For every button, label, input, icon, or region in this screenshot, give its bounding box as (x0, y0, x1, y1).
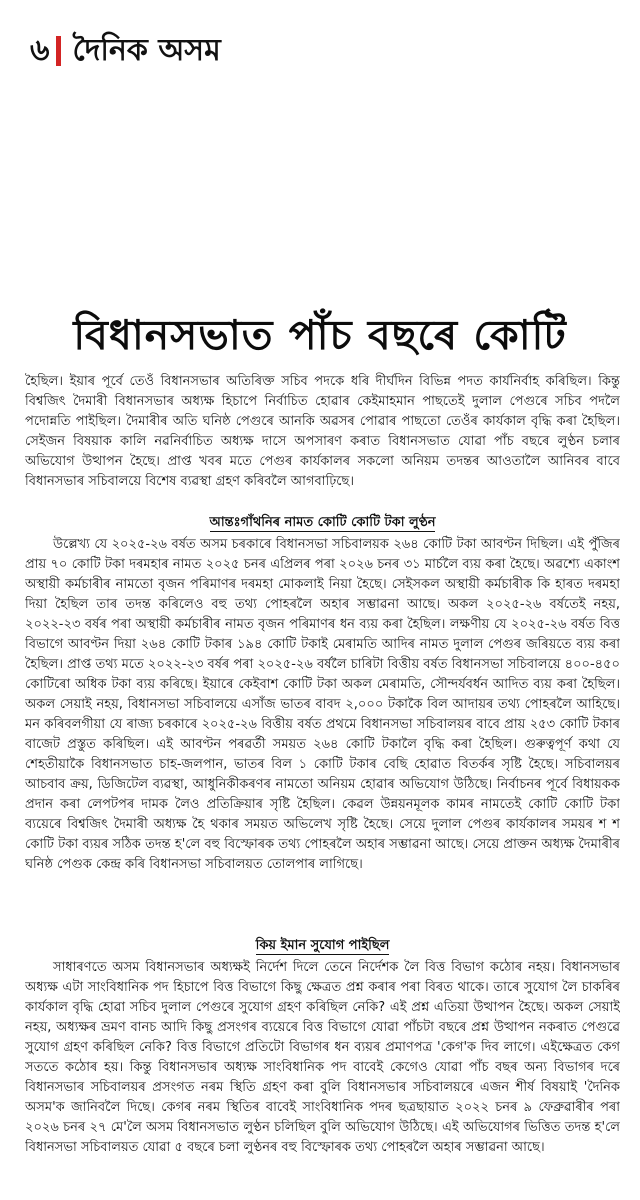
article-headline: বিধানসভাত পাঁচ বছৰে কোটি (73, 311, 567, 359)
masthead-divider (56, 36, 61, 66)
article-section-1-block (25, 535, 620, 935)
article-intro: হৈছিল। ইয়াৰ পূৰ্বে তেওঁ বিধানসভাৰ অতিৰিক্ত সচিব পদকে ধৰি দীৰ্ঘদিন বিভিন্ন পদত কাৰ্যনিৰ্বাহ কৰিছিল। কিন্তু বিশ্বজিৎ দৈমাৰী বিধানসভাৰ অধ্যক্ষ হিচাপে নিৰ্বাচিত হোৱাৰ কেইমাহমান পাছতেই দুলাল পেগুৰে সচিব পদলৈ পদোন্নতি পাইছিল। দৈমাৰীৰ অতি ঘনিষ্ঠ পেগুৰে আনকি অৱসৰ পোৱাৰ পাছতো তেওঁৰ কাৰ্যকাল বৃদ্ধি কৰা হৈছিল। সেইজন বিষয়াক কালি নৱনিৰ্বাচিত অধ্যক্ষ দাসে অপসাৰণ কৰাত বিধানসভাত যোৱা পাঁচ বছৰে লুণ্ঠন চলাৰ অভিযোগ উত্থাপন হৈছে। প্ৰাপ্ত খবৰ মতে পেগুৰ কাৰ্যকালৰ সকলো অনিয়ম তদন্তৰ আওতালৈ আনিবৰ বাবে বিধানসভাৰ সচিবালয়ে বিশেষ ব্যৱস্থা গ্ৰহণ কৰিবলৈ আগবাঢ়িছে। (25, 374, 620, 489)
subheading-infrastructure-text: আন্তঃগাঁথনিৰ নামত কোটি কোটি টকা লুণ্ঠন (209, 515, 436, 530)
subheading-opportunity-text: কিয় ইমান সুযোগ পাইছিল (255, 938, 390, 953)
subheading-infrastructure (25, 513, 620, 533)
article-section-2: সাধাৰণতে অসম বিধানসভাৰ অধ্যক্ষই নিৰ্দেশ দিলে তেনে নিৰ্দেশক লৈ বিত্ত বিভাগ কঠোৰ নহয়। বিধানসভাৰ অধ্যক্ষ এটা সাংবিধানিক পদ হিচাপে বিত্ত বিভাগে কিছু ক্ষেত্ৰত প্ৰশ্ন কৰাৰ পৰা বিৰত থাকে। তাৰে সুযোগ লৈ চাকৰিৰ কাৰ্যকাল বৃদ্ধি হোৱা সচিব দুলাল পেগুৰে সুযোগ গ্ৰহণ কৰিছিল নেকি? এই প্ৰশ্ন এতিয়া উত্থাপন হৈছে। অকল সেয়াই নহয়, অধ্যক্ষৰ ভ্ৰমণ বানচ আদি কিছু প্ৰসংগৰ ব্যয়েৰে বিত্ত বিভাগে যোৱা পাঁচটা বছৰে প্ৰশ্ন উত্থাপন নকৰাত পেগুৱে সুযোগ গ্ৰহণ কৰিছিল নেকি? বিত্ত বিভাগে প্ৰতিটো বিভাগৰ ধন ব্যয়ৰ প্ৰমাণপত্ৰ 'কেগ'ক দিব লাগে। এইক্ষেত্ৰত কেগ সততে কঠোৰ হয়। কিন্তু বিধানসভাৰ অধ্যক্ষ সাংবিধানিক পদ বাবেই কেগেও যোৱা পাঁচ বছৰ অন্য বিভাগৰ দৰে বিধানসভাৰ সচিবালয়ৰ প্ৰসংগত নৰম স্থিতি গ্ৰহণ কৰা বুলি বিধানসভাৰ সচিবালয়ৰে এজন শীৰ্ষ বিষয়াই 'দৈনিক অসম'ক জানিবলৈ দিছে। কেগৰ নৰম স্থিতিৰ বাবেই সাংবিধানিক পদৰ ছত্ৰছায়াত ২০২২ চনৰ ৯ ফেব্ৰুৱাৰীৰ পৰা ২০২৬ চনৰ ২৭ মে'লৈ অসম বিধানসভাত লুণ্ঠন চলিছিল বুলি অভিযোগ উঠিছে। এই অভিযোগৰ ভিত্তিত তদন্ত হ'লে বিধানসভা সচিবালয়ত যোৱা ৫ বছৰে চলা লুণ্ঠনৰ বহু বিস্ফোৰক তথ্য পোহৰলৈ অহাৰ সম্ভাৱনা আছে। (25, 960, 620, 1155)
article-intro-block (25, 372, 620, 512)
newspaper-name: দৈনিক অসম (72, 32, 221, 68)
subheading-opportunity (25, 936, 620, 956)
masthead (30, 26, 630, 76)
article-section-1: উল্লেখ্য যে ২০২৫-২৬ বৰ্ষত অসম চৰকাৰে বিধানসভা সচিবালয়ক ২৬৪ কোটি টকা আবণ্টন দিছিল। এই পুঁজিৰ প্ৰায় ৭০ কোটি টকা দৰমহাৰ নামত ২০২৫ চনৰ এপ্ৰিলৰ পৰা ২০২৬ চনৰ ৩১ মাৰ্চলৈ ব্যয় কৰা হৈছে। অৱশ্যে একাংশ অস্থায়ী কৰ্মচাৰীৰ নামতো বৃজন পৰিমাণৰ দৰমহা মোকলাই নিয়া হৈছে। সেইসকল অস্থায়ী কৰ্মচাৰীক কি হাৰত দৰমহা দিয়া হৈছিল তাৰ তদন্ত কৰিলেও বহু তথ্য পোহৰলৈ অহাৰ সম্ভাৱনা আছে। অকল ২০২৫-২৬ বৰ্ষতেই নহয়, ২০২২-২৩ বৰ্ষৰ পৰা অস্থায়ী কৰ্মচাৰীৰ নামত বৃজন পৰিমাণৰ ধন ব্যয় কৰা হৈছিল। লক্ষণীয় যে ২০২৫-২৬ বৰ্ষত বিত্ত বিভাগে আবণ্টন দিয়া ২৬৪ কোটি টকাৰ ১৯৪ কোটি টকাই মেৰামতি আদিৰ নামত দুলাল পেগুৰ জৰিয়তে ব্যয় কৰা হৈছিল। প্ৰাপ্ত তথ্য মতে ২০২২-২৩ বৰ্ষৰ পৰা ২০২৫-২৬ বৰ্ষলৈ চাৰিটা বিত্তীয় বৰ্ষত বিধানসভা সচিবালয়ে ৪০০-৪৫০ কোটিৰো অধিক টকা ব্যয় কৰিছে। ইয়াৰে কেইবাশ কোটি টকা অকল মেৰামতি, সৌন্দৰ্যবৰ্ধন আদিত ব্যয় কৰা হৈছিল। অকল সেয়াই নহয়, বিধানসভা সচিবালয়ে এসাঁজ ভাতৰ বাবদ ২,০০০ টকাকৈ বিল আদায়ৰ তথ্য পোহৰলৈ আহিছে। মন কৰিবলগীয়া যে ৰাজ্য চৰকাৰে ২০২৫-২৬ বিত্তীয় বৰ্ষত প্ৰথমে বিধানসভা সচিবালয়ৰ বাবে প্ৰায় ২৫৩ কোটি টকাৰ বাজেট প্ৰস্তুত কৰিছিল। এই আবণ্টন পৰৱৰ্তী সময়ত ২৬৪ কোটি টকালৈ বৃদ্ধি কৰা হৈছিল। গুৰুত্বপূৰ্ণ কথা যে শেহতীয়াকৈ বিধানসভাত চাহ-জলপান, ভাতৰ বিল ১ কোটি টকাৰ বেছি হোৱাত বিতৰ্কৰ সৃষ্টি হৈছে। সচিবালয়ৰ আচবাব ক্ৰয়, ডিজিটেল ব্যৱস্থা, আধুনিকীকৰণৰ নামতো অনিয়ম হোৱাৰ অভিযোগ উঠিছে। নিৰ্বাচনৰ পূৰ্বে বিধায়কক প্ৰদান কৰা লেপটপৰ দামক লৈও প্ৰতিক্ৰিয়াৰ সৃষ্টি হৈছিল। কেৱল উন্নয়নমূলক কামৰ নামতেই কোটি কোটি টকা ব্যয়েৰে বিশ্বজিৎ দৈমাৰী অধ্যক্ষ হৈ থকাৰ সময়ত অভিলেখ সৃষ্টি হৈছে। সেয়ে দুলাল পেগুৰ কাৰ্যকালৰ সময়ৰ শ শ কোটি টকা ব্যয়ৰ সঠিক তদন্ত হ'লে বহু বিস্ফোৰক তথ্য পোহৰলৈ অহাৰ সম্ভাৱনা আছে। সেয়ে প্ৰাক্তন অধ্যক্ষ দৈমাৰীৰ ঘনিষ্ঠ পেগুক কেন্দ্ৰ কৰি বিধানসভা সচিবালয়ত তোলপাৰ লাগিছে। (25, 537, 620, 872)
article-section-2-block (25, 958, 620, 1198)
page-number: ৬ (30, 32, 50, 68)
